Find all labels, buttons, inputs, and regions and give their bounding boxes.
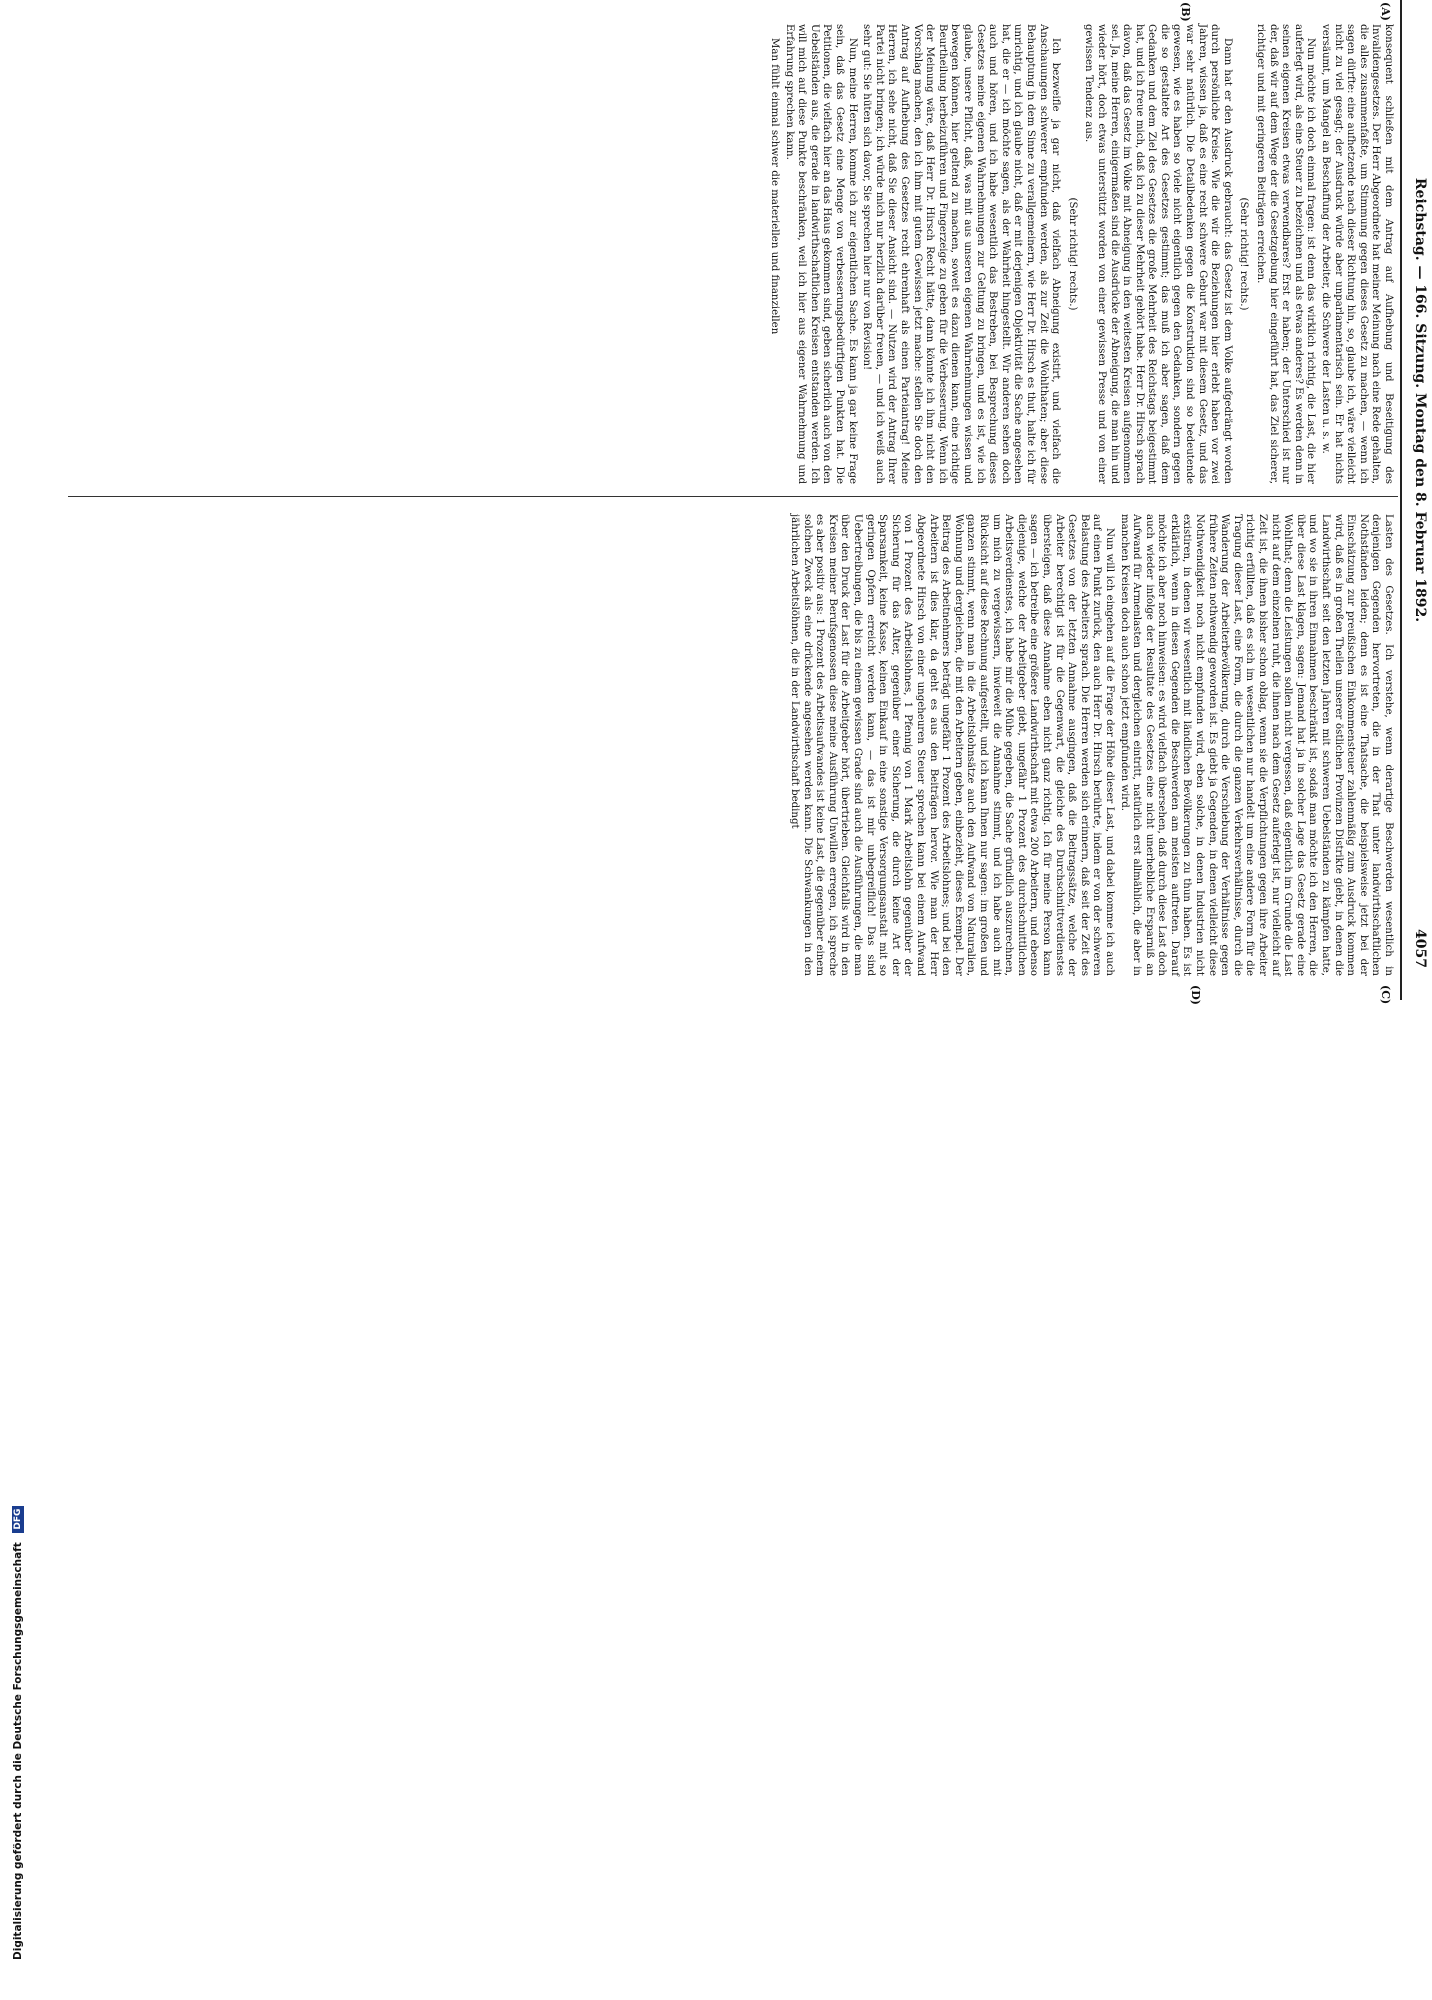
margin-marker-d: (D): [1189, 985, 1202, 1005]
column-divider: [68, 496, 1398, 497]
paragraph: Nun möchte ich doch einmal fragen: ist denn das wirklich richtig, die Last, die hier auferlegt wird, als eine Steuer zu bezeichnen und als etwas anderes? Es werden denn in seinen eigenen Kreisen etwas verwendbares? Erst er haben; der Unterschied ist nur der, daß wir auf dem Wege der die Gesetzgebung hier eingeführt hat, das Ziel sicherer, richtiger und mit geringeren Beiträgen erreichen.: [1255, 24, 1317, 484]
digitization-credit: [0, 1000, 28, 2000]
interjection: (Sehr richtig! rechts.): [1238, 197, 1250, 311]
paragraph: Lasten des Gesetzes. Ich verstehe, wenn derartige Beschwerden wesentlich in denjenigen Gegenden hervortreten, die in der That unter landwirthschaftlichen Nothständen leiden; denn es ist eine Thatsache, die beispielsweise jetzt bei der Einschätzung zur preußischen Einkommensteuer zahlenmäßig zum Ausdruck kommen wird, daß es in großen Theilen unserer östlichen Provinzen Distrikte giebt, in denen die Landwirthschaft seit den letzten Jahren mit schweren Uebelständen zu kämpfen hatte, und wo sie in ihren Einnahmen beschränkt ist, sodaß man möchte ich den Herren, die über diese Last klagen, sagen: Jemand hat ja in solcher Lage das Gesetz gerade eine Wohlthat; denn die Leistungen sollen nicht vergessen, daß eigentlich im Grunde die Last nicht auf dem einzelnen ruht, die ihnen nach dem Gesetz auferlegt ist, nur vielleicht auf Zeit ist, die ihnen bisher schon oblag, wenn sie die Verpflichtungen gegen ihre Arbeiter richtig erfüllten, daß es sich im wesentlichen nur handelt um eine andere Form für die Tragung dieser Last, eine Form, die durch die ganzen Verkehrsverhältnisse, durch die Wanderung der Arbeiterbevölkerung, durch die Verschiebung der Verhältnisse gegen frühere Zeiten nothwendig geworden ist. Es giebt ja Gegenden, in denen vielleicht diese Nothwendigkeit noch nicht empfunden wird, eben solche, in denen Industrien nicht existiren, in denen wir wesentlich mit ländlichen Bevölkerungen zu thun haben. Es ist erklärlich, wenn in diesen Gegenden die Beschwerden am meisten auftreten. Darauf möchte ich aber noch hinweisen: es wird vielfach übersehen, daß durch diese Last doch auch wieder infolge der Resultate des Gesetzes eine nicht unerhebliche Ersparniß an Aufwand für Armenlasten und dergleichen eintritt, natürlich erst allmählich, die aber in manchen Kreisen doch auch schon jetzt empfunden wird.: [1118, 514, 1394, 976]
header-title: Reichstag. — 166. Sitzung. Montag den 8. Februar 1892.: [1412, 177, 1428, 623]
dfg-logo: DFG: [12, 1506, 24, 1533]
credit-text: Digitalisierung gefördert durch die Deutsche Forschungsgemeinschaft: [12, 1542, 24, 1960]
interjection: (Sehr richtig! rechts.): [1066, 197, 1078, 311]
header-rule: [1400, 0, 1402, 1000]
right-column: [786, 514, 1395, 976]
paragraph: Dann hat er den Ausdruck gebraucht: das Gesetz ist dem Volke aufgedrängt worden durch persönliche Kreise. Wie die wir die Beziehungen hier erlebt haben vor zwei Jahren, wissen ja, daß es eine recht schwere Geburt war mit diesem Gesetz, und das war sehr natürlich. Die Detailbedenken gegen die Konstruktion sind so bedeutende gewesen, wie es haben so viele nicht eigentlich gegen den Gedanken, sondern gegen die so gestaltete Art des Gesetzes gestimmt; das muß ich aber sagen, daß dem Gedanken und dem Ziel des Gesetzes die große Mehrheit des Reichstags beigestimmt hat, und ich freue mich, daß ich zu dieser Mehrheit gehört habe. Herr Dr. Hirsch sprach davon, daß das Gesetz im Volke mit Abneigung in den weitesten Kreisen aufgenommen sei. Ja, meine Herren, einigermaßen sind die Ausdrücke der Abneigung, die man hin und wieder hört, doch etwas unterstützt worden von einer gewissen Presse und von einer gewissen Tendenz aus.: [1083, 24, 1233, 484]
margin-marker-c: (C): [1379, 985, 1392, 1005]
left-column: [766, 24, 1395, 484]
paragraph: Nun, meine Herren, komme ich zur eigentlichen Sache. Es kann ja gar keine Frage sein, daß das Gesetz eine Menge von verbesserungsbedürftigen Punkten hat. Die Petitionen, die vielfach hier an das Haus gekommen sind, geben sicherlich auch von den Uebelständen aus, die gerade in landwirthschaftlichen Kreisen entstanden werden. Ich will mich auf diese Punkte beschränken, weil ich hier aus eigener Wahrnehmung und Erfahrung sprechen kann.: [783, 24, 858, 484]
paragraph: Nun will ich eingehen auf die Frage der Höhe dieser Last, und dabei komme ich auch auf einen Punkt zurück, den auch Herr Dr. Hirsch berührte, indem er von der schweren Belastung des Arbeiters sprach. Die Herren werden sich erinnern, daß seit der Zeit des Gesetzes von der letzten Annahme ausgingen, daß die Beitragssätze, welche der Arbeiter berechtigt ist für die Gegenwart, die gleiche des Durchschnittverdienstes übersteigen, daß diese Annahme eben nicht ganz richtig. Ich für meine Person kann sagen — ich betreibe eine größere Landwirthschaft mit etwa 200 Arbeitern, und ebenso diejenige, welche der Arbeitgeber giebt, ungefähr 1 Prozent des durchschnittlichen Arbeitsverdienstes, ich habe mir die Mühe gegeben, die Sache gründlich auszurechnen, um mich zu vergewissern, inwieweit die Annahme stimmt, und ich habe auch mit Rücksicht auf diese Rechnung aufgestellt, und ich kann Ihnen nur sagen: im großen und ganzen stimmt, wenn man in die Arbeitslohnsätze auch den Aufwand von Naturalien, Wohnung und dergleichen, die mit den Arbeitern geben, einbezieht, dieses Exempel. Der Beitrag des Arbeitnehmers beträgt ungefähr 1 Prozent des Arbeitslohnes; und bei den Arbeitern ist dies klar, da geht es aus den Beiträgen hervor. Wie man der Herr Abgeordnete Hirsch von einer ungeheuren Steuer sprechen kann bei einem Aufwand von 1 Prozent des Arbeitslohnes, 1 Pfennig von 1 Mark Arbeitslohn gegenüber der Sicherung für das Alter, gegenüber einer Sicherung, die durch keine Art der Sparsamkeit, keine Kasse, keinen Einkauf in eine sonstige Versorgungsanstalt mit so geringen Opfern erreicht werden kann, — das ist mir unbegreiflich! Das sind Uebertreibungen, die bis zu einem gewissen Grade sind auch die Ausführungen, die man über den Druck der Last für die Arbeitgeber hört, übertrieben. Gleichfalls wird in den Kreisen meiner Berufsgenossen diese meine Ausführung Unwillen erregen, ich spreche es aber positiv aus: 1 Prozent des Arbeitsaufwandes ist keine Last, die gegenüber einem solchen Zweck als eine drückende angesehen werden kann. Die Schwankungen in den jährlichen Arbeitslöhnen, die in der Landwirthschaft bedingt: [789, 514, 1115, 976]
running-header: [1406, 0, 1432, 1000]
margin-marker-b: (B): [1179, 2, 1192, 22]
paragraph: konsequent schließen mit dem Antrag auf Aufhebung und Beseitigung des Invalidengesetzes. Der Herr Abgeordnete hat meiner Meinung nach eine Rede gehalten, die alles zusammenfaßte, um Stimmung gegen dieses Gesetz zu machen, — wenn ich sagen dürfte: eine aufhetzende nach dieser Richtung hin, so, glaube ich, wäre vielleicht nicht zu viel gesagt; der Ausdruck würde aber unparlamentarisch sein. Er hat nichts versäumt, um Mangel an Beschaffung der Arbeiter, die Schwere der Lasten u. s. w.: [1320, 24, 1394, 484]
page-number: 4057: [1412, 929, 1428, 968]
paragraph: Man fühlt einmal schwer die materiellen und finanziellen: [769, 38, 781, 335]
margin-marker-a: (A): [1379, 2, 1392, 21]
paragraph: Ich bezweifle ja gar nicht, daß vielfach Abneigung existirt, und vielfach die Anschauungen schwerer empfunden werden, als zur Zeit die Wohlthaten; aber diese Behauptung in dem Sinne zu verallgemeinern, wie Herr Dr. Hirsch es thut, halte ich für unrichtig, und ich glaube nicht, daß er mit derjenigen Objektivität die Sache angesehen hat, die er — ich möchte sagen, als der Wahrheit hingestellt. Wir anderen sehen doch auch und hören, und ich habe wesentlich das Bestreben, bei Besprechung dieses Gesetzes meine eigenen Wahrnehmungen zur Geltung zu bringen, und es ist, wie ich glaube, unsere Pflicht, daß, was mit aus unseren eigenen Wahrnehmungen wissen und bewegen können, hier geltend zu machen, soweit es dazu dienen kann, eine richtige Beurtheilung herbeizuführen und Fingerzeige zu geben für die Verbesserung. Wenn ich der Meinung wäre, daß Herr Dr. Hirsch Recht hätte, dann könnte ich ihm nicht den Vorschlag machen, den ich ihm mit gutem Gewissen jetzt mache: stellen Sie doch den Antrag auf Aufhebung des Gesetzes recht ehrenhaft als einen Parteiantrag! Meine Herren, ich sehe nicht, daß Sie dieser Ansicht sind. — Nutzen wird der Antrag Ihrer Partei nicht bringen; ich würde mich nur herzlich darüber freuen, — und ich weiß auch sehr gut: Sie hüten sich davor, Sie sprechen hier nur von Revision!: [861, 24, 1062, 484]
